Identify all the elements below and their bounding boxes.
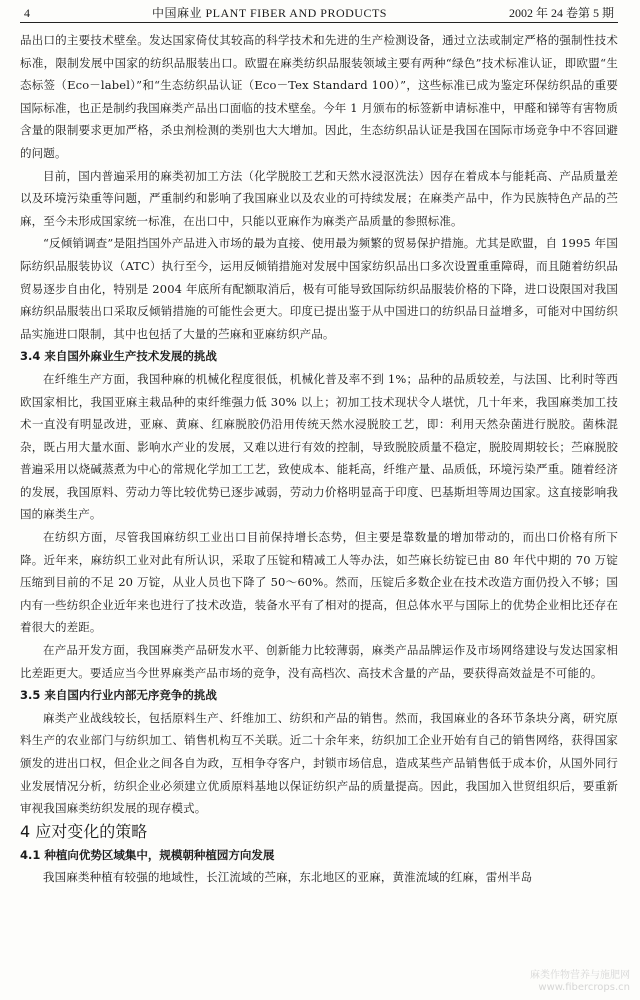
- subsection-heading: 3.5 来自国内行业内部无序竞争的挑战: [20, 688, 217, 703]
- body-paragraph: 麻类产业战线较长，包括原料生产、纤维加工、纺织和产品的销售。然而，我国麻业的各环节条块分离，研究原料生产的农业部门与纺织加工、销售机构互不关联。近二十余年来，纺织加工企业开始有自己的销售网络，获得国家颁发的进出口权，但企业之间各自为政，互相争夺客户，封锁市场信息，造成某些产品销售低于成本价，从国外同行业发展情况分析，纺织企业必须建立优质原料基地以保证纺织产品的质量提高。因此，我国加入世贸组织后，要重新审视我国麻类纺织发展的现存模式。: [20, 710, 618, 816]
- watermark-line-1: 麻类作物营养与施肥网: [530, 970, 630, 981]
- running-head: [20, 6, 618, 23]
- body-paragraph: 在纤维生产方面，我国种麻的机械化程度很低，机械化普及率不到 1%；品种的品质较差，与法国、比利时等西欧国家相比，我国亚麻主栽品种的束纤维强力低 30% 以上；初加工技术现状令人堪忧，几十年来，我国麻类加工技术一直没有明显改进，亚麻、黄麻、红麻脱胶仍沿用传统天然水浸脱胶工艺，即：利用天然杂菌进行脱胶。菌株混杂，既占用大量水面、影响水产业的发展，又难以进行有效的控制，导致脱胶质量不稳定，脱胶周期较长；苎麻脱胶普遍采用以烧碱蒸煮为中心的常规化学加工工艺，致使成本、能耗高，纤维产量、品质低，环境污染严重。随着经济的发展，我国原料、劳动力等比较优势已逐步减弱，劳动力价格明显高于印度、巴基斯坦等周边国家。这直接影响我国的麻类生产。: [20, 371, 618, 522]
- section-heading: 4 应对变化的策略: [20, 821, 148, 841]
- body-paragraph: 在产品开发方面，我国麻类产品研发水平、创新能力比较薄弱，麻类产品品牌运作及市场网络建设与发达国家相比差距更大。要适应当今世界麻类产品市场的竞争，没有高档次、高技术含量的产品，要获得高效益是不可能的。: [20, 643, 618, 680]
- journal-name: 中国麻业 PLANT FIBER AND PRODUCTS: [152, 6, 387, 20]
- body-paragraph: 目前，国内普遍采用的麻类初加工方法（化学脱胶工艺和天然水浸沤洗法）因存在着成本与能耗高、产品质量差以及环境污染重等问题，严重制约和影响了我国麻业以及农业的可持续发展；在麻类产品中，作为民族特色产品的苎麻，至今未形成国家统一标准，在出口中，只能以亚麻作为麻类产品质量的参照标准。: [20, 168, 618, 228]
- page-number: 4: [24, 6, 30, 20]
- issue-info: 2002 年 24 卷第 5 期: [508, 6, 614, 20]
- watermark-line-2: www.fibercrops.cn: [538, 982, 630, 993]
- body-paragraph: 我国麻类种植有较强的地域性，长江流域的苎麻，东北地区的亚麻，黄淮流域的红麻，雷州半岛: [43, 870, 533, 885]
- article-body: [20, 29, 618, 889]
- body-paragraph: 品出口的主要技术壁垒。发达国家倚仗其较高的科学技术和先进的生产检测设备，通过立法或制定严格的强制性技术标准，限制发展中国家的纺织品服装出口。欧盟在麻类纺织品服装领域主要有两种“绿色”技术标准认证，即欧盟“生态标签（Eco－label）”和“生态纺织品认证（Eco－Tex Standard 100）”，这些标准已成为鉴定环保纺织品的重要国际标准，也正是制约我国麻类产品出口面临的技术壁垒。今年 1 月颁布的标签新申请标准中，甲醛和锑等有害物质含量的限制要求更加严格，杀虫剂检测的类别也大大增加。因此，生态纺织品认证是我国在国际市场竞争中不容回避的问题。: [20, 33, 618, 160]
- body-paragraph: 在纺织方面，尽管我国麻纺织工业出口目前保持增长态势，但主要是靠数量的增加带动的，而出口价格有所下降。近年来，麻纺织工业对此有所认识，采取了压锭和精减工人等办法，如苎麻长纺锭已由 80 年代中期的 70 万锭压缩到目前的不足 20 万锭，从业人员也下降了 50～60%。然而，压锭后多数企业在技术改造方面仍投入不够；国内有一些纺织企业近年来也进行了技术改造，装备水平有了相对的提高，但总体水平与国际上的优势企业相比还存在着很大的差距。: [20, 530, 618, 635]
- site-watermark: [530, 970, 630, 994]
- body-paragraph: “反倾销调查”是阻挡国外产品进入市场的最为直接、使用最为频繁的贸易保护措施。尤其是欧盟，自 1995 年国际纺织品服装协议（ATC）执行至今，运用反倾销措施对发展中国家纺织品出口多次设置重重障碍，而且随着纺织品贸易逐步自由化，特别是 2004 年底所有配额取消后，极有可能导致国际纺织品服装价格的下降，进口设限国对我国麻纺织品服装出口采取反倾销措施的可能性会更大。印度已提出鉴于从中国进口的纺织品日益增多，可能对中国纺织品实施进口限制，其中也包括了大量的苎麻和亚麻纺织产品。: [20, 236, 618, 341]
- subsection-heading: 4.1 种植向优势区域集中，规模朝种植园方向发展: [20, 847, 275, 862]
- subsection-heading: 3.4 来自国外麻业生产技术发展的挑战: [20, 349, 217, 364]
